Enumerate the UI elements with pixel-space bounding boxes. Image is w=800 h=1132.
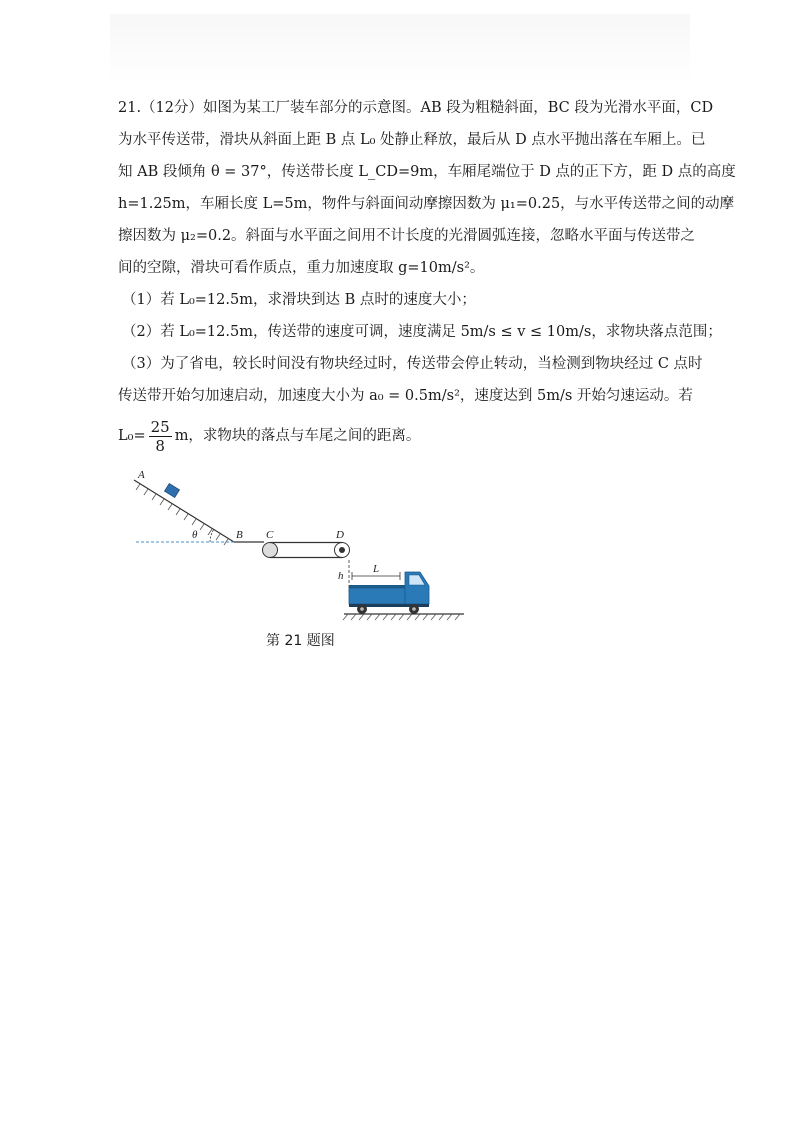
problem-text-line: 21.（12分）如图为某工厂装车部分的示意图。AB 段为粗糙斜面，BC 段为光滑水平面，CD xyxy=(118,100,714,116)
sub-question-2: （2）若 L₀=12.5m，传送带的速度可调，速度满足 5m/s ≤ v ≤ 10m/s，求物块落点范围； xyxy=(122,324,722,340)
problem-figure xyxy=(130,468,480,628)
truck-bed xyxy=(349,588,405,604)
point-d-label: D xyxy=(336,529,344,541)
truck xyxy=(349,572,429,614)
scan-shading xyxy=(110,14,690,84)
problem-text-line: h=1.25m，车厢长度 L=5m，物件与斜面间动摩擦因数为 μ₁=0.25，与水平传送带之间的动摩 xyxy=(118,196,735,212)
point-c-label: C xyxy=(266,529,274,541)
truck-bed-rail xyxy=(349,585,405,588)
theta-label: θ xyxy=(192,529,198,541)
sub-question-3-line3 xyxy=(118,412,690,460)
sub-question-3-line1: （3）为了省电，较长时间没有物块经过时，传送带会停止转动，当检测到物块经过 C 点时 xyxy=(122,356,703,372)
l-label: L xyxy=(373,563,380,575)
incline-ab xyxy=(134,480,234,542)
sub-question-1: （1）若 L₀=12.5m，求滑块到达 B 点时的速度大小； xyxy=(122,292,476,308)
truck-front-hub xyxy=(412,607,416,611)
ground-hatching xyxy=(343,614,460,620)
fraction-numerator: 25 xyxy=(150,417,170,436)
problem-text-line: 擦因数为 μ₂=0.2。斜面与水平面之间用不计长度的光滑圆弧连接，忽略水平面与传送带之 xyxy=(118,228,696,244)
problem-text-line: 间的空隙，滑块可看作质点，重力加速度取 g=10m/s²。 xyxy=(118,260,485,276)
fraction xyxy=(149,418,172,455)
sub-question-3-tail: m，求物块的落点与车尾之间的距离。 xyxy=(174,428,421,444)
pulley-d-axle xyxy=(339,547,345,553)
h-label: h xyxy=(338,570,344,582)
problem-text-line: 知 AB 段倾角 θ = 37°，传送带长度 L_CD=9m，车厢尾端位于 D 点的正下方，距 D 点的高度 xyxy=(118,164,736,180)
figure-caption: 第 21 题图 xyxy=(266,633,335,649)
point-b-label: B xyxy=(236,529,243,541)
fraction-denominator: 8 xyxy=(155,436,165,455)
slider-block xyxy=(165,484,180,498)
point-a-label: A xyxy=(138,469,145,481)
sub-question-3-line2: 传送带开始匀加速启动，加速度大小为 a₀ = 0.5m/s²，速度达到 5m/s 开始匀速运动。若 xyxy=(118,388,693,404)
pulley-c xyxy=(263,543,278,558)
incline-hatching xyxy=(136,484,228,545)
l0-label: L₀= xyxy=(118,428,146,444)
problem-21 xyxy=(118,92,736,460)
problem-text-line: 为水平传送带，滑块从斜面上距 B 点 L₀ 处静止释放，最后从 D 点水平抛出落在车厢上。已 xyxy=(118,132,706,148)
truck-rear-hub xyxy=(360,607,364,611)
